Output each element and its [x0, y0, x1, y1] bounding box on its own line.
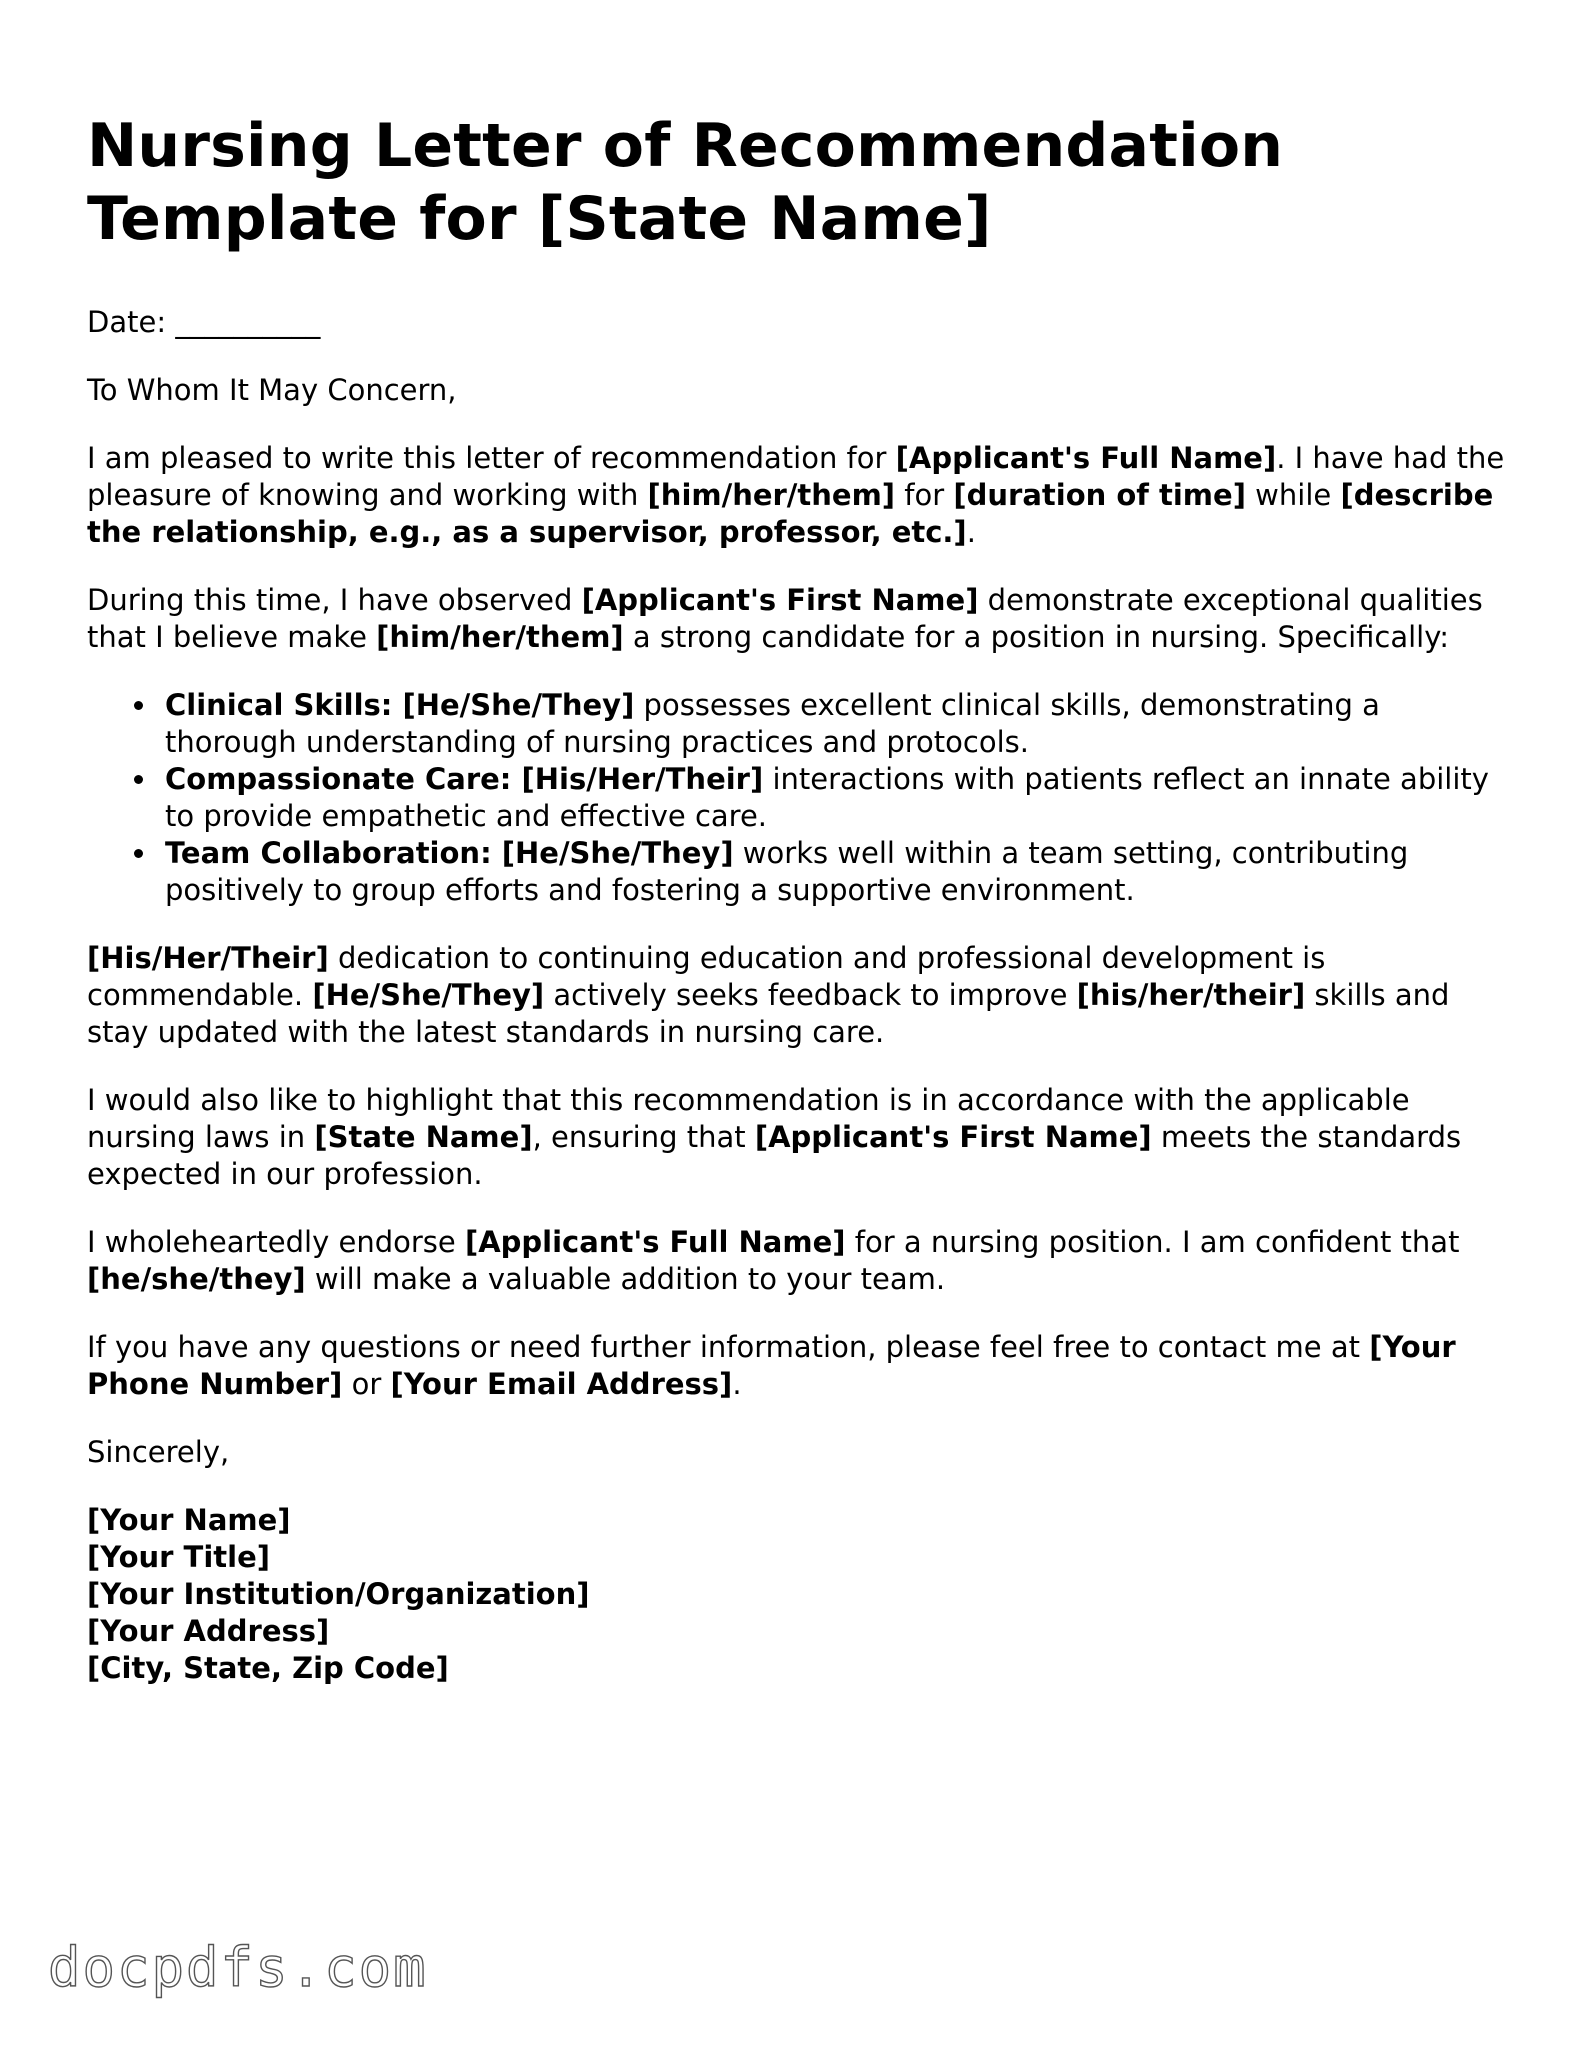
text-run: demonstrate exceptional qualities that I believe make: [87, 583, 1483, 654]
text-run: I would also like to highlight that this recommendation is in accordance with the applicable nursing laws in: [87, 1083, 1410, 1154]
placeholder-pronoun: [he/she/they]: [87, 1262, 306, 1296]
page-title: Nursing Letter of Recommendation Template for [State Name]: [87, 111, 1284, 254]
text-run: .: [732, 1367, 742, 1401]
date-line: [87, 304, 1507, 341]
text-run: , ensuring that: [532, 1120, 755, 1154]
placeholder-pronoun: [him/her/them]: [376, 620, 624, 654]
text-run: I wholeheartedly endorse: [87, 1225, 465, 1259]
paragraph-state-laws: [87, 1082, 1507, 1193]
text-run: will make a valuable addition to your team.: [305, 1262, 946, 1296]
signature-city-state-zip: [City, State, Zip Code]: [87, 1651, 449, 1685]
quality-text: works well within a team setting, contributing positively to group efforts and fostering a supportive environment.: [165, 836, 1409, 907]
paragraph-contact: [87, 1329, 1507, 1403]
signature-address: [Your Address]: [87, 1614, 330, 1648]
list-item: [165, 761, 1507, 835]
quality-label: Compassionate Care: [His/Her/Their]: [165, 762, 764, 796]
text-run: I am pleased to write this letter of recommendation for: [87, 441, 896, 475]
placeholder-phone-number: [Your Phone Number]: [87, 1330, 1456, 1401]
paragraph-endorsement: [87, 1224, 1507, 1298]
signature-title: [Your Title]: [87, 1540, 271, 1574]
placeholder-pronoun: [He/She/They]: [312, 978, 545, 1012]
placeholder-pronoun: [him/her/them]: [647, 478, 896, 512]
placeholder-applicant-full-name: [Applicant's Full Name]: [895, 441, 1277, 475]
text-run: while: [1245, 478, 1341, 512]
qualities-list: [87, 687, 1507, 909]
quality-label: Clinical Skills: [He/She/They]: [165, 688, 635, 722]
paragraph-development: [87, 940, 1507, 1051]
text-run: meets the standards expected in our profession.: [87, 1120, 1462, 1191]
date-blank: __________: [175, 305, 321, 339]
quality-text: possesses excellent clinical skills, demonstrating a thorough understanding of nursing practices and protocols.: [165, 688, 1380, 759]
placeholder-email-address: [Your Email Address]: [390, 1367, 733, 1401]
text-run: skills and stay updated with the latest standards in nursing care.: [87, 978, 1450, 1049]
salutation: To Whom It May Concern,: [87, 373, 457, 407]
watermark: docpdfs.com: [48, 1936, 428, 1999]
signature-name: [Your Name]: [87, 1503, 291, 1537]
placeholder-state-name: [State Name]: [314, 1120, 533, 1154]
quality-label: Team Collaboration: [He/She/They]: [165, 836, 734, 870]
text-run: a strong candidate for a position in nursing. Specifically:: [623, 620, 1450, 654]
paragraph-introduction: [87, 440, 1507, 551]
letter-document: [87, 110, 1507, 1687]
text-run: During this time, I have observed: [87, 583, 582, 617]
text-run: or: [342, 1367, 391, 1401]
paragraph-observations: [87, 582, 1507, 656]
text-run: dedication to continuing education and professional development is commendable.: [87, 941, 1326, 1012]
list-item: [165, 835, 1507, 909]
placeholder-applicant-full-name: [Applicant's Full Name]: [464, 1225, 846, 1259]
placeholder-relationship: [describe the relationship, e.g., as a supervisor, professor, etc.]: [87, 478, 1494, 549]
placeholder-applicant-first-name: [Applicant's First Name]: [754, 1120, 1152, 1154]
list-item: [165, 687, 1507, 761]
text-run: . I have had the pleasure of knowing and working with: [87, 441, 1505, 512]
placeholder-pronoun: [his/her/their]: [1076, 978, 1306, 1012]
signature-block: [87, 1502, 1507, 1687]
closing: Sincerely,: [87, 1435, 230, 1469]
text-run: actively seeks feedback to improve: [544, 978, 1077, 1012]
placeholder-pronoun: [His/Her/Their]: [87, 941, 329, 975]
signature-institution: [Your Institution/Organization]: [87, 1577, 590, 1611]
placeholder-applicant-first-name: [Applicant's First Name]: [581, 583, 979, 617]
text-run: .: [966, 515, 976, 549]
text-run: If you have any questions or need further information, please feel free to contact me at: [87, 1330, 1370, 1364]
date-label: Date:: [87, 305, 167, 339]
text-run: for a nursing position. I am confident that: [845, 1225, 1460, 1259]
placeholder-duration: [duration of time]: [953, 478, 1246, 512]
quality-text: interactions with patients reflect an innate ability to provide empathetic and effective care.: [165, 762, 1489, 833]
text-run: for: [895, 478, 954, 512]
